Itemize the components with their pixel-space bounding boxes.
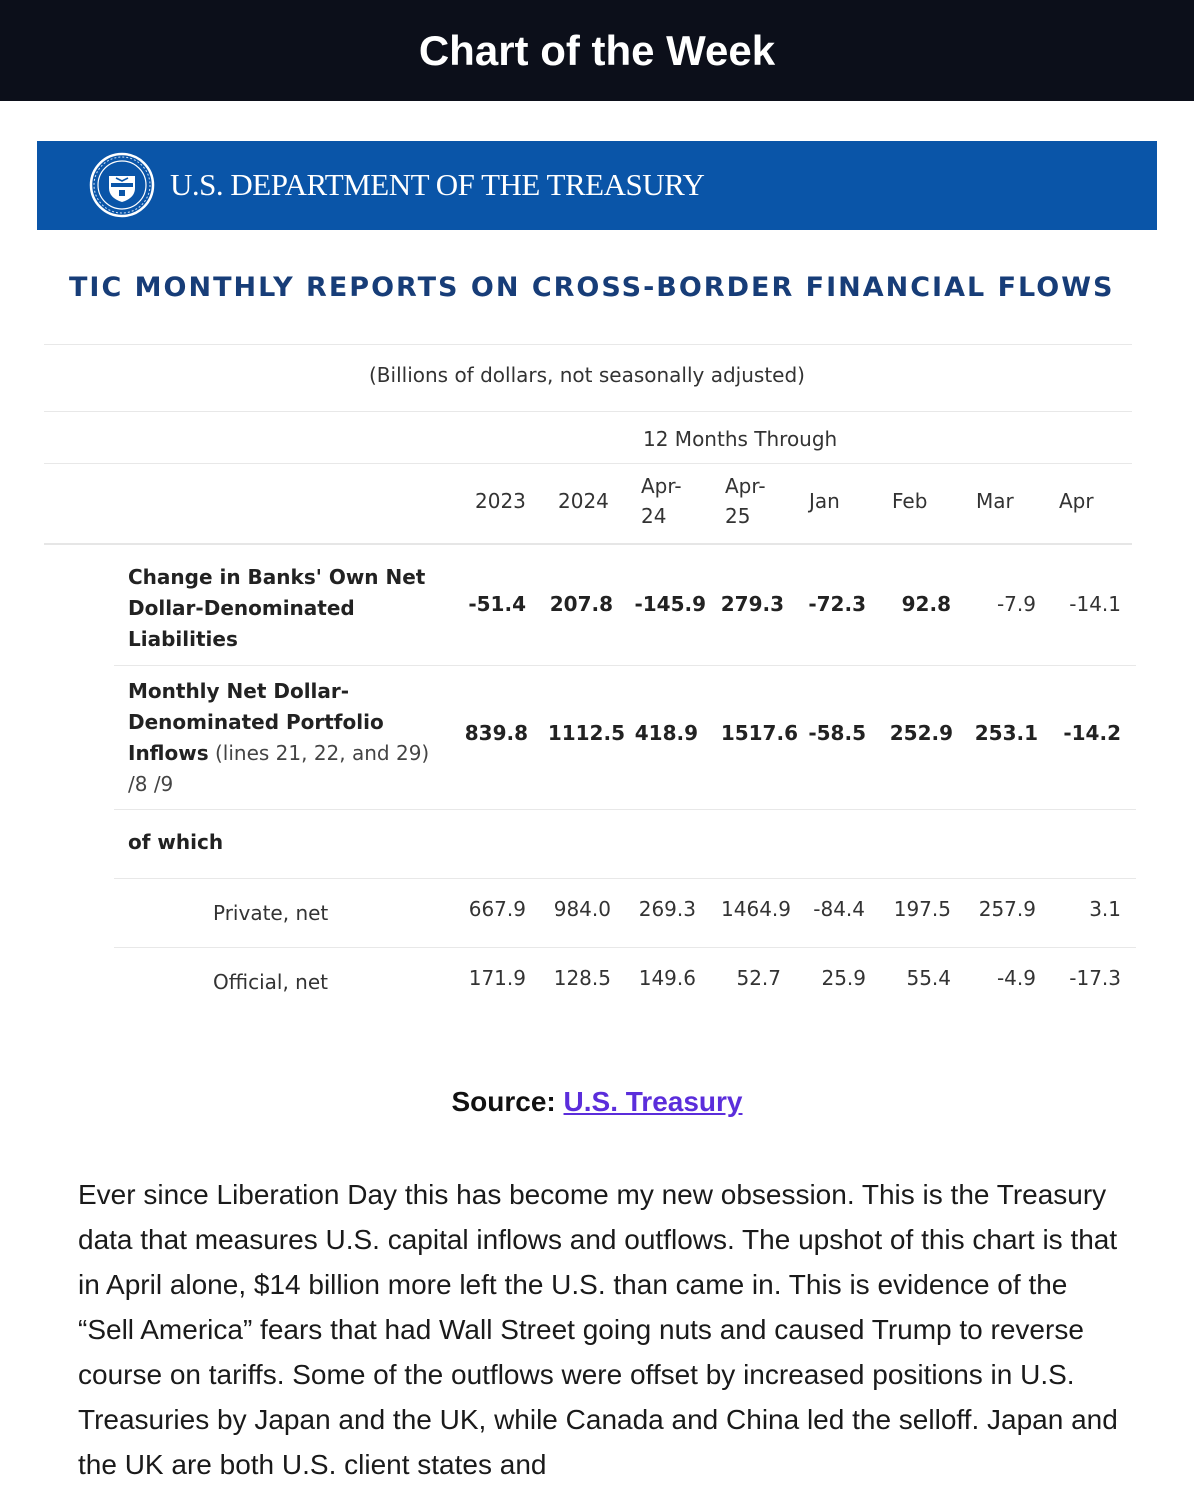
- treasury-banner: [37, 141, 1157, 230]
- table-cell: 55.4: [906, 966, 951, 990]
- column-header: 2024: [558, 489, 609, 513]
- table-cell: -58.5: [808, 721, 866, 745]
- table-cell: -17.3: [1069, 966, 1121, 990]
- newsletter-header: [0, 0, 1194, 101]
- table-cell: 252.9: [889, 721, 953, 745]
- table-cell: 984.0: [553, 897, 611, 921]
- report-title: TIC MONTHLY REPORTS ON CROSS-BORDER FINANCIAL FLOWS: [69, 272, 1115, 303]
- table-cell: 1112.5: [547, 721, 625, 745]
- table-cell: 257.9: [978, 897, 1036, 921]
- table-cell: -14.2: [1063, 721, 1121, 745]
- divider: [114, 878, 1136, 879]
- table-cell: 667.9: [468, 897, 526, 921]
- divider: [114, 947, 1136, 948]
- table-cell: -51.4: [468, 592, 526, 616]
- table-cell: 149.6: [638, 966, 696, 990]
- divider: [114, 665, 1136, 666]
- column-header: Feb: [892, 489, 928, 513]
- table-cell: 418.9: [634, 721, 698, 745]
- row-label-banks-liabilities: Change in Banks' Own Net Dollar-Denominated Liabilities: [128, 565, 426, 651]
- column-header: 2023: [475, 489, 526, 513]
- row-label-portfolio-inflows: Monthly Net Dollar- Denominated Portfolio Inflows (lines 21, 22, and 29) /8 /9: [128, 679, 430, 796]
- divider: [44, 463, 1132, 464]
- newsletter-title: Chart of the Week: [418, 26, 776, 74]
- table-cell: 25.9: [821, 966, 866, 990]
- treasury-seal-icon: [89, 152, 155, 218]
- row-label-private-net: Private, net: [213, 901, 329, 925]
- table-cell: 128.5: [553, 966, 611, 990]
- table-cell: 171.9: [468, 966, 526, 990]
- column-header: Mar: [976, 489, 1014, 513]
- source-label: Source:: [451, 1086, 556, 1117]
- table-cell: 1517.6: [720, 721, 798, 745]
- table-cell: 1464.9: [721, 897, 791, 921]
- table-cell: -4.9: [996, 966, 1036, 990]
- table-cell: 92.8: [901, 592, 951, 616]
- table-cell: 3.1: [1089, 897, 1121, 921]
- column-header: Apr: [1059, 489, 1094, 513]
- table-cell: 253.1: [974, 721, 1038, 745]
- table-cell: -84.4: [813, 897, 865, 921]
- table-cell: 207.8: [549, 592, 613, 616]
- column-header: Jan: [809, 489, 840, 513]
- divider: [44, 543, 1132, 545]
- source-link[interactable]: U.S. Treasury: [563, 1086, 743, 1117]
- article-paragraph: Ever since Liberation Day this has become my new obsession. This is the Treasury data that measures U.S. capital inflows and outflows. The upshot of this chart is that in April alone, $14 billion more left the U.S. than came in. This is evidence of the “Sell America” fears that had Wall Street going nuts and caused Trump to reverse course on tariffs. Some of the outflows were offset by increased positions in U.S. Treasuries by Japan and the UK, while Canada and China led the selloff. Japan and the UK are both U.S. client states and: [78, 1179, 1118, 1480]
- table-cell: -7.9: [996, 592, 1036, 616]
- table-cell: 269.3: [638, 897, 696, 921]
- units-caption: (Billions of dollars, not seasonally adjusted): [369, 363, 805, 387]
- table-cell: 839.8: [464, 721, 528, 745]
- table-cell: 197.5: [893, 897, 951, 921]
- divider: [44, 411, 1132, 412]
- table-cell: -72.3: [808, 592, 866, 616]
- column-header: Apr- 24: [641, 474, 682, 528]
- column-header: Apr- 25: [725, 474, 766, 528]
- treasury-table-figure: [37, 141, 1157, 1041]
- row-label-of-which: of which: [128, 830, 224, 854]
- table-cell: -14.1: [1069, 592, 1121, 616]
- row-label-official-net: Official, net: [213, 970, 328, 994]
- table-cell: 279.3: [720, 592, 784, 616]
- divider: [44, 344, 1132, 345]
- divider: [114, 809, 1136, 810]
- table-cell: 52.7: [736, 966, 781, 990]
- source-line: [0, 1086, 1194, 1118]
- period-caption: 12 Months Through: [643, 427, 838, 451]
- table-cell: -145.9: [634, 592, 706, 616]
- agency-name: U.S. DEPARTMENT OF THE TREASURY: [170, 167, 705, 202]
